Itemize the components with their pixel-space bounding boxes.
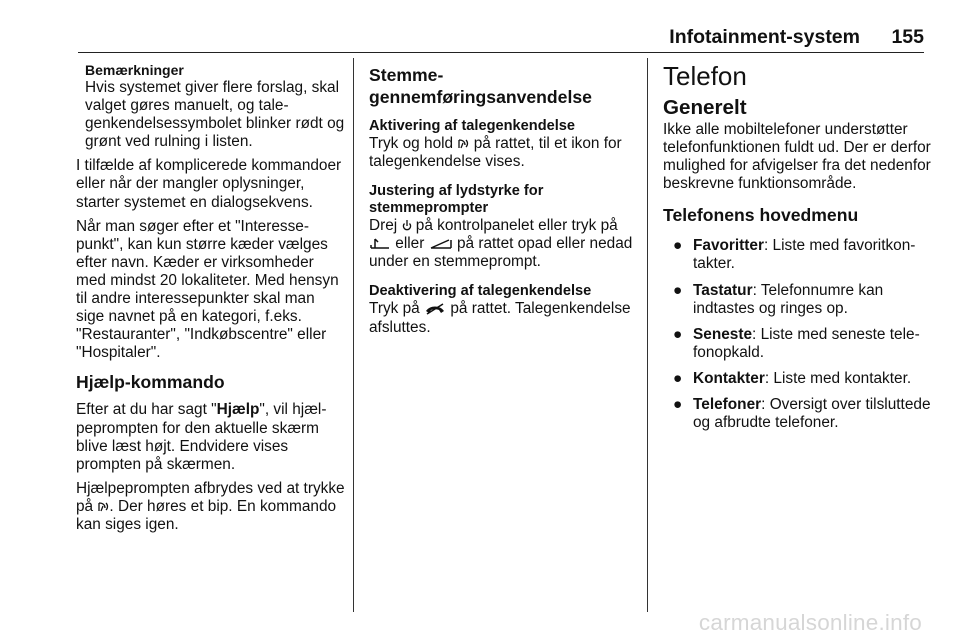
paragraph: Tryk og hold på rattet, til et ikon for talegenkendelse vises. xyxy=(369,135,622,171)
column-1 xyxy=(76,62,346,540)
subheading-volume: Justering af lydstyrke for stemmeprompter xyxy=(369,183,544,217)
subheading-deactivate: Deaktivering af talegenkendelse xyxy=(369,283,592,300)
paragraph: I tilfælde af komplicerede kommandoer eller når der mangler oplysninger, starter systemet en dialogsekvens. xyxy=(76,157,342,211)
volume-up-icon xyxy=(369,237,391,250)
header-rule xyxy=(78,52,924,53)
power-knob-icon xyxy=(402,219,412,232)
list-item: ● Seneste: Liste med seneste telefonopkald. xyxy=(673,325,920,361)
voice-button-icon xyxy=(97,500,109,513)
phone-menu-list xyxy=(663,237,931,432)
watermark: carmanualsonline.info xyxy=(698,610,922,635)
section-heading-help: Hjælp-kommando xyxy=(76,372,225,393)
paragraph: Tryk på på rattet. Talegenkendelse afsluttes. xyxy=(369,300,631,336)
paragraph: Når man søger efter et "Interessepunkt", kan kun større kæder vælges efter navn. Kæder er virksomheder med mindst 20 lokaliteter. Med hensyn til andre interessepunkter skal man sige navnet på en kategori, f.eks. "Restauranter", "Indkøbscentre" eller "Hospitaler". xyxy=(76,217,339,362)
chapter-title: Telefon xyxy=(663,61,747,91)
help-command: Hjælp xyxy=(216,401,260,419)
page-header xyxy=(662,26,924,54)
subheading-activate: Aktivering af talegenkendelse xyxy=(369,118,576,134)
section-title: Generelt xyxy=(663,96,747,119)
paragraph: Drej på kontrolpanelet eller tryk på eller på rattet opad eller nedad under en stemmeprompt. xyxy=(369,217,633,271)
column-2 xyxy=(369,62,641,349)
page-number: 155 xyxy=(891,26,924,48)
section-heading-phone-menu: Telefonens hovedmenu xyxy=(663,205,859,226)
column-divider-1 xyxy=(353,58,354,612)
volume-down-icon xyxy=(429,237,453,250)
note-box xyxy=(76,62,346,151)
paragraph: Hjælpeprompten afbrydes ved at trykke på . Der høres et bip. En kommando kan siges igen. xyxy=(76,479,345,533)
list-item: ● Tastatur: Telefonnumre kan indtastes og ringes op. xyxy=(673,281,884,317)
list-item: ● Favoritter: Liste med favoritkontakter. xyxy=(673,237,916,273)
note-text: Hvis systemet giver flere forslag, skal valget gøres manuelt, og talegenkendelsessymbolet blinker rødt og grønt ved rulning i listen. xyxy=(85,79,345,151)
paragraph: Ikke alle mobiltelefoner understøtter telefonfunktionen fuldt ud. Der er derfor mulighed for afvigelser fra det nedenfor beskrevne funktionsområde. xyxy=(663,121,931,193)
column-3 xyxy=(663,62,931,440)
hang-up-icon xyxy=(424,303,446,315)
section-heading-voice: Stemmegennemføringsanvendelse xyxy=(369,65,592,107)
list-item: ● Kontakter: Liste med kontakter. xyxy=(673,369,912,387)
note-title: Bemærkninger xyxy=(85,62,184,78)
paragraph: Efter at du har sagt "Hjælp", vil hjælpeprompten for den aktuelle skærm blive læst højt. Endvidere vises prompten på skærmen. xyxy=(76,401,327,473)
list-item: ● Telefoner: Oversigt over tilsluttede og afbrudte telefoner. xyxy=(673,396,931,432)
header-title: Infotainment-system xyxy=(669,26,860,48)
voice-button-icon xyxy=(457,137,469,150)
column-divider-2 xyxy=(647,58,648,612)
